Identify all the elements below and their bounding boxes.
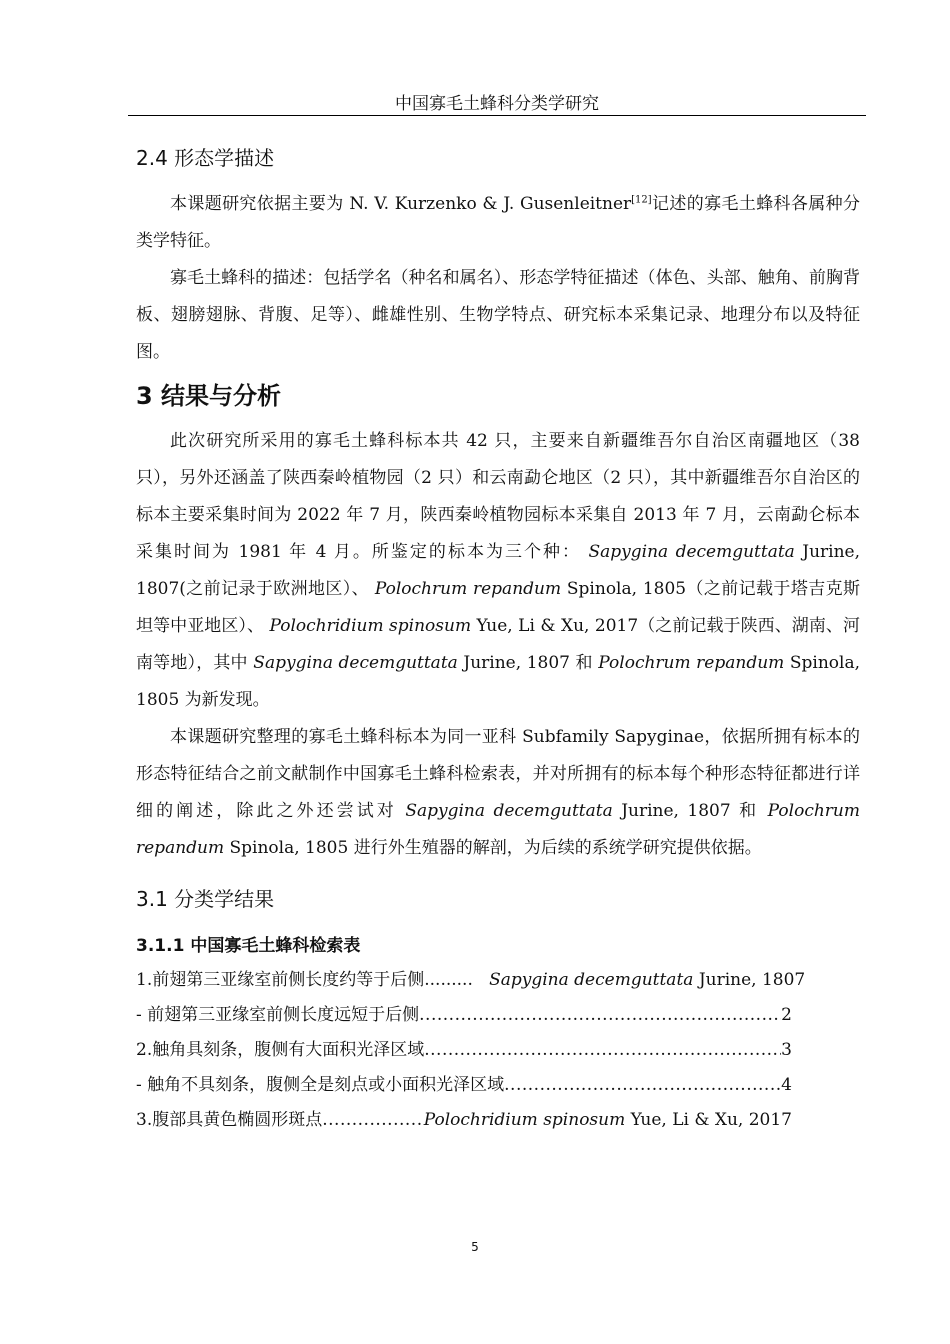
text-span: Yue, Li & Xu, 2017（之前记载于陕西、湖南、河南等地），其中 — [136, 616, 860, 673]
species-name: Polochridium spinosum — [269, 616, 472, 636]
text-span: Spinola, 1805 进行外生殖器的解剖，为后续的系统学研究提供依据。 — [224, 838, 762, 858]
key-lead: 2.触角具刻条，腹侧有大面积光泽区域 — [136, 1040, 425, 1060]
species-name: Sapygina decemguttata — [253, 653, 458, 673]
key-dots — [504, 1068, 781, 1103]
key-lead: 1.前翅第三亚缘室前侧长度约等于后侧 — [136, 970, 425, 990]
text-span: Jurine, 1807(之前记录于欧洲地区）、 — [136, 542, 860, 599]
section-3-1-1-heading: 3.1.1 中国寡毛土蜂科检索表 — [136, 936, 361, 956]
key-lead: - 前翅第三亚缘室前侧长度远短于后侧 — [136, 1005, 420, 1025]
key-entry — [136, 1033, 792, 1068]
species-name: Polochrum repandum — [374, 579, 562, 599]
species-name: Polochridium spinosum — [423, 1110, 626, 1130]
species-name: Sapygina decemguttata — [489, 970, 694, 990]
key-dots — [419, 998, 781, 1033]
key-entry — [136, 963, 806, 998]
key-dots-short: ......... — [424, 970, 490, 990]
key-entry — [136, 998, 792, 1033]
key-dots — [322, 1103, 423, 1138]
section-2-4-paragraph-1 — [136, 186, 860, 260]
page-content — [136, 138, 860, 1138]
section-3-1-heading: 3.1 分类学结果 — [136, 887, 275, 911]
author-text: Jurine, 1807 — [693, 970, 806, 990]
page-number: 5 — [471, 1240, 479, 1254]
species-name: Sapygina decemguttata — [588, 542, 795, 562]
section-3-heading: 3 结果与分析 — [136, 382, 282, 410]
text-span: 记述的寡毛土蜂科各属种分类学特征。 — [136, 194, 860, 251]
species-name: Polochrum repandum — [136, 801, 860, 858]
text-span: Jurine, 1807 和 — [612, 801, 768, 821]
key-couplet-number: 2 — [781, 1005, 792, 1025]
text-span: Spinola, 1805（之前记载于塔吉克斯坦等中亚地区）、 — [136, 579, 860, 636]
section-3-paragraph-1 — [136, 423, 860, 719]
text-span: 此次研究所采用的寡毛土蜂科标本共 42 只，主要来自新疆维吾尔自治区南疆地区（38 只），另外还涵盖了陕西秦岭植物园（2 只）和云南勐仑地区（2 只），其中新疆维吾尔自治区的标本主要采集时间为 2022 年 7 月，陕西秦岭植物园标本采集自 2013 年 7 月，云南勐仑标本采集时间为 1981 年 4 月。所鉴定的标本为三个种： — [136, 431, 860, 562]
author-text: Yue, Li & Xu, 2017 — [625, 1110, 792, 1130]
text-span: Jurine, 1807 和 — [457, 653, 599, 673]
key-dots — [424, 1033, 781, 1068]
section-3-paragraph-2 — [136, 719, 860, 867]
section-2-4-heading: 2.4 形态学描述 — [136, 146, 275, 170]
citation-mark: [12] — [631, 194, 652, 206]
text-span: 本课题研究依据主要为 N. V. Kurzenko & J. Gusenleitner — [170, 194, 632, 214]
key-result — [489, 963, 805, 998]
species-name: Polochrum repandum — [598, 653, 785, 673]
key-couplet-number: 3 — [781, 1040, 792, 1060]
running-header: 中国寡毛土蜂科分类学研究 — [395, 94, 599, 114]
section-2-4-paragraph-2: 寡毛土蜂科的描述：包括学名（种名和属名）、形态学特征描述（体色、头部、触角、前胸背板、翅膀翅脉、背腹、足等）、雌雄性别、生物学特点、研究标本采集记录、地理分布以及特征图。 — [136, 268, 860, 362]
key-entry — [136, 1103, 792, 1138]
key-entry — [136, 1068, 792, 1103]
text-span: Spinola, 1805 为新发现。 — [136, 653, 860, 710]
text-span: 本课题研究整理的寡毛土蜂科标本为同一亚科 Subfamily Sapyginae，依据所拥有标本的形态特征结合之前文献制作中国寡毛土蜂科检索表，并对所拥有的标本每个种形态特征都进行详细的阐述，除此之外还尝试对 — [136, 727, 860, 821]
header-rule — [128, 115, 866, 116]
key-couplet-number: 4 — [781, 1075, 792, 1095]
key-lead: - 触角不具刻条，腹侧全是刻点或小面积光泽区域 — [136, 1075, 505, 1095]
key-lead: 3.腹部具黄色椭圆形斑点 — [136, 1110, 323, 1130]
key-result — [424, 1103, 792, 1138]
species-name: Sapygina decemguttata — [405, 801, 613, 821]
identification-key — [136, 963, 860, 1138]
